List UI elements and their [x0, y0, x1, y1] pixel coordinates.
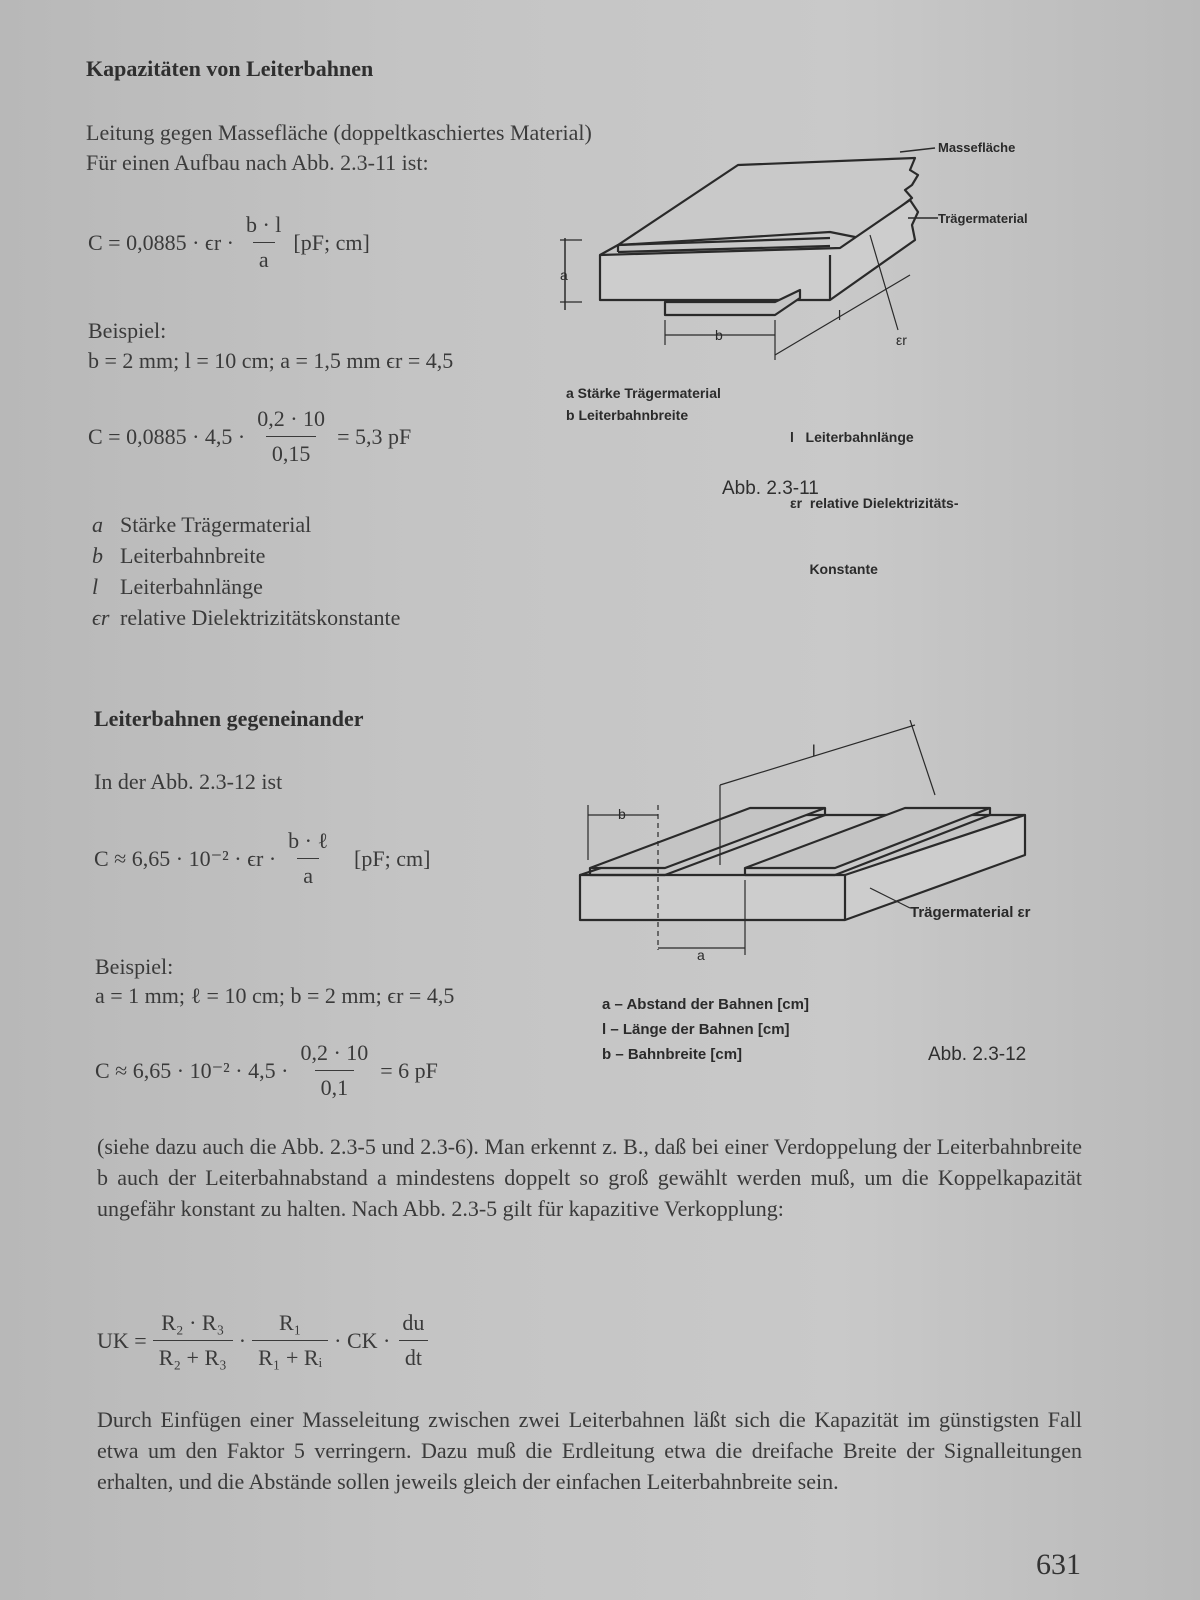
legend-text: Leiterbahnbreite [120, 543, 266, 568]
fig2-dim-l-ext-right [910, 720, 935, 795]
figure1-legend-right [790, 382, 959, 624]
figure-2-3-12-diagram [570, 720, 1090, 985]
fig2-label-traegermaterial: Trägermaterial εr [910, 904, 1031, 921]
fig2-dim-l-line [720, 725, 915, 785]
part1-heading: Leitung gegen Massefläche (doppeltkaschiertes Material) [86, 120, 592, 145]
figure1-legend-line: εr relative Dielektrizitäts- [790, 495, 959, 511]
uk-frac3-denominator: dt [399, 1340, 428, 1371]
formula2-numerator: b · ℓ [288, 828, 329, 853]
coupling-voltage-formula [97, 1310, 436, 1371]
calc-formula-1 [88, 406, 411, 467]
figure1-caption: Abb. 2.3-11 [722, 478, 819, 499]
formula1-fraction [240, 212, 287, 273]
page-number: 631 [1036, 1548, 1081, 1581]
dim-er-label: εr [896, 332, 907, 348]
formula2-unit: [pF; cm] [354, 845, 431, 871]
uk-fraction-1 [153, 1310, 233, 1371]
paragraph-coupling: (siehe dazu auch die Abb. 2.3-5 und 2.3-6). Man erkennt z. B., daß bei einer Verdoppelung der Leiterbahnbreite b auch der Leiterbahnabstand a mindestens doppelt so groß gewählt werden muß, um die Koppelkapazität ungefähr konstant zu halten. Nach Abb. 2.3-5 gilt für kapazitive Verkopplung: [97, 1134, 1082, 1221]
formula1-numerator: b · l [245, 212, 282, 237]
figure2-caption: Abb. 2.3-12 [928, 1044, 1027, 1065]
figure2-legend [602, 992, 809, 1067]
uk-frac1-numerator: R₂ · R₃ [161, 1310, 225, 1335]
uk-frac3-numerator: du [402, 1310, 425, 1335]
capacitance-formula-1 [88, 212, 370, 273]
figure1-legend-line: a Stärke Trägermaterial [566, 385, 721, 401]
calc2-result: = 6 pF [380, 1057, 438, 1083]
calc2-fraction [294, 1040, 374, 1101]
legend-row [92, 509, 400, 540]
figure-2-3-11-diagram [560, 130, 1080, 380]
calc1-lhs: C = 0,0885 · 4,5 · [88, 423, 246, 449]
legend-symbol: b [92, 543, 103, 568]
legend-symbol: ϵr [92, 605, 110, 630]
example1-label: Beispiel: [88, 318, 167, 343]
calc2-lhs: C ≈ 6,65 · 10⁻² · 4,5 · [95, 1057, 289, 1083]
figure2-legend-line: l – Länge der Bahnen [cm] [602, 1021, 790, 1038]
uk-lhs: UK = [97, 1327, 147, 1353]
example1-values: b = 2 mm; l = 10 cm; a = 1,5 mm ϵr = 4,5 [88, 348, 454, 373]
calc-formula-2 [95, 1040, 438, 1101]
label-traegermaterial: Trägermaterial [938, 211, 1028, 226]
uk-fraction-2 [252, 1310, 328, 1371]
figure1-legend-line: b Leiterbahnbreite [566, 407, 689, 423]
dim-l-label: l [838, 307, 842, 323]
calc1-numerator: 0,2 · 10 [257, 406, 326, 431]
formula2-lhs: C ≈ 6,65 · 10⁻² · ϵr · [94, 845, 277, 871]
uk-frac2-numerator: R₁ [278, 1310, 302, 1335]
calc1-denominator: 0,15 [266, 436, 317, 467]
formula2-fraction [282, 828, 334, 889]
figure1-legend-left [566, 382, 721, 426]
formula1-lhs: C = 0,0885 · ϵr · [88, 229, 234, 255]
dim-a-label: a [560, 267, 568, 283]
leader-massflaeche [900, 148, 935, 152]
figure1-legend-line: l Leiterbahnlänge [790, 429, 914, 445]
uk-fraction-3 [396, 1310, 430, 1371]
legend-symbol: a [92, 512, 103, 537]
uk-mid: · CK · [334, 1327, 391, 1353]
symbol-legend [92, 509, 400, 633]
legend-text: Leiterbahnlänge [120, 574, 263, 599]
calc2-denominator: 0,1 [315, 1070, 355, 1101]
legend-row [92, 540, 400, 571]
formula2-denominator: a [297, 858, 319, 889]
figure2-legend-line: b – Bahnbreite [cm] [602, 1046, 743, 1063]
uk-frac1-denominator: R₂ + R₃ [153, 1340, 233, 1371]
part2-intro: In der Abb. 2.3-12 ist [94, 769, 283, 794]
label-massflaeche: Massefläche [938, 140, 1016, 155]
fig2-dim-l-label: l [812, 743, 816, 760]
legend-row [92, 602, 400, 633]
example2-values: a = 1 mm; ℓ = 10 cm; b = 2 mm; ϵr = 4,5 [95, 983, 455, 1008]
paragraph-ground-line: Durch Einfügen einer Masseleitung zwischen zwei Leiterbahnen läßt sich die Kapazität im günstigsten Fall etwa um den Faktor 5 verringern. Dazu muß die Erdleitung etwa die dreifache Breite der Signalleitungen erhalten, und die Abstände sollen jeweils gleich der einfachen Leiterbahnbreite sein. [97, 1407, 1082, 1494]
capacitance-formula-2 [94, 828, 430, 889]
legend-text: Stärke Trägermaterial [120, 512, 312, 537]
calc2-numerator: 0,2 · 10 [300, 1040, 369, 1065]
formula1-unit: [pF; cm] [293, 229, 370, 255]
calc1-result: = 5,3 pF [337, 423, 412, 449]
figure2-legend-line: a – Abstand der Bahnen [cm] [602, 996, 809, 1013]
fig2-dim-b-label: b [618, 806, 626, 822]
uk-frac2-denominator: R₁ + Rᵢ [252, 1340, 328, 1371]
section-title: Kapazitäten von Leiterbahnen [86, 56, 374, 81]
part1-intro: Für einen Aufbau nach Abb. 2.3-11 ist: [86, 150, 429, 175]
legend-text: relative Dielektrizitätskonstante [120, 605, 401, 630]
formula1-denominator: a [253, 242, 275, 273]
part2-heading: Leiterbahnen gegeneinander [94, 706, 364, 731]
uk-dot: · [238, 1327, 247, 1353]
figure1-legend-line: Konstante [790, 561, 878, 577]
dim-b-label: b [715, 327, 723, 343]
fig2-dim-a-label: a [697, 947, 705, 963]
calc1-fraction [251, 406, 331, 467]
legend-row [92, 571, 400, 602]
example2-label: Beispiel: [95, 954, 174, 979]
legend-symbol: l [92, 574, 99, 599]
